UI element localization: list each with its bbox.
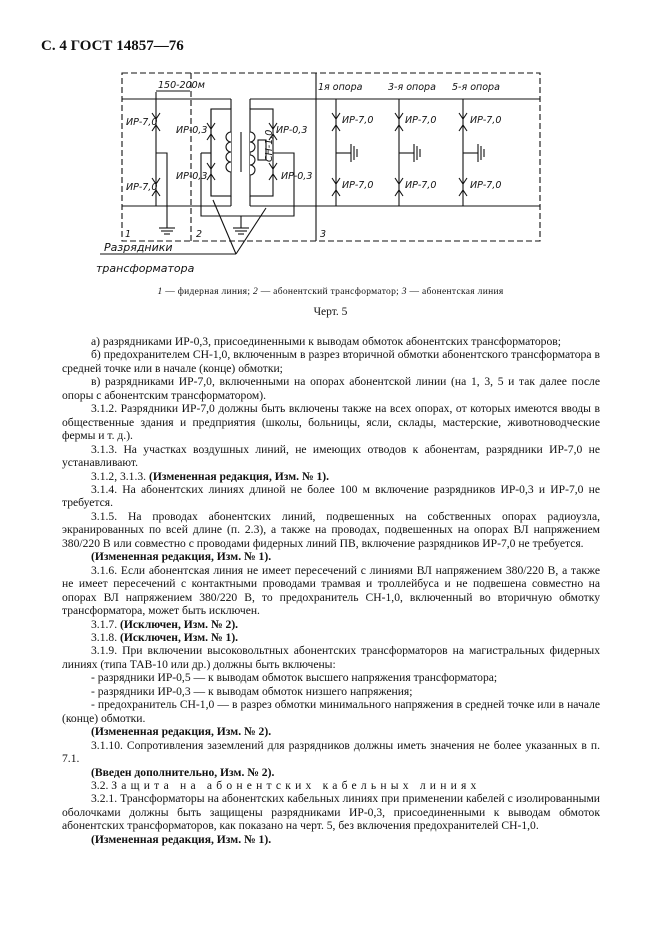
pole-label-1: 1я опора [318, 82, 363, 93]
arrester-label: ИР-0,3 [176, 125, 208, 136]
paragraph: 3.1.5. На проводах абонентских линий, подвешенных на собственных опорах радиоузла, экранированных по всей длине (п. 2.3), а также на проводах, подвешенных на опорах ВЛ напряжением 380/220 В или совместно с проводами фидерных линий ПВ, включение разрядников ИР-7,0 не требуется. [62, 509, 600, 550]
callout-label: трансформатора [96, 262, 195, 275]
section-heading: 3.2. Защита на абонентских кабельных линиях [91, 778, 481, 792]
amendment-note: (Введен дополнительно, Изм. № 2). [91, 765, 275, 779]
pole-label-3: 3-я опора [388, 82, 436, 93]
arrester-label: ИР-7,0 [470, 115, 502, 126]
arrester-label: ИР-0,3 [176, 171, 208, 182]
list-item: - предохранитель СН-1,0 — в разрез обмотки минимального напряжения в средней точке или в начале (конце) обмотки. [62, 698, 600, 725]
amendment-note: (Измененная редакция, Изм. № 1). [91, 550, 272, 564]
document-body [62, 335, 600, 846]
paragraph: 3.1.9. При включении высоковольтных абонентских трансформаторов на магистральных фидерных линиях (типа ТАВ-10 или др.) должны быть включены: [62, 644, 600, 671]
paragraph: б) предохранителем СН-1,0, включенным в разрез вторичной обмотки абонентского трансформатора в средней точке или в начале (конце) обмотки; [62, 348, 600, 375]
page-header: С. 4 ГОСТ 14857—76 [41, 38, 184, 54]
arrester-label: ИР-7,0 [342, 180, 374, 191]
callout-label: Разрядники [104, 241, 173, 254]
arrester-label: ИР-7,0 [405, 115, 437, 126]
amendment-note: (Измененная редакция, Изм. № 1). [91, 832, 272, 846]
arrester-label: ИР-7,0 [405, 180, 437, 191]
arrester-label: ИР-0,3 [276, 125, 308, 136]
zone-number: 1 [125, 229, 132, 240]
paragraph: 3.1.6. Если абонентская линия не имеет пересечений с линиями ВЛ напряжением 380/220 В, а также не имеет пересечений с контактными проводами трамвая и троллейбуса и не подвешена совместно на опорах ВЛ напряжением 380/220 В, то предохранитель СН-1,0, включенный во вторичную обмотку трансформатора, может быть исключен. [62, 563, 600, 618]
fuse-label: СН-1,0 [264, 129, 275, 162]
arrester-label: ИР-0,3 [281, 171, 313, 182]
arrester-label: ИР-7,0 [126, 117, 158, 128]
amendment-note: (Измененная редакция, Изм. № 2). [91, 725, 272, 739]
amendment-note: 3.1.8. (Исключен, Изм. № 1). [91, 630, 239, 644]
list-item: - разрядники ИР-0,3 — к выводам обмоток низшего напряжения; [91, 684, 413, 698]
arrester-label: ИР-7,0 [342, 115, 374, 126]
arrester-label: ИР-7,0 [126, 182, 158, 193]
paragraph: 3.1.4. На абонентских линиях длиной не более 100 м включение разрядников ИР-0,3 и ИР-7,0 не требуется. [62, 482, 600, 510]
list-item: - разрядники ИР-0,5 — к выводам обмоток высшего напряжения трансформатора; [91, 671, 498, 685]
figure-label: Черт. 5 [313, 306, 348, 318]
paragraph: 3.1.10. Сопротивления заземлений для разрядников должны иметь значения не более указанных в п. 7.1. [62, 738, 600, 766]
zone-number: 2 [196, 229, 203, 240]
pole-label-5: 5-я опора [452, 82, 500, 93]
zone-box [122, 73, 540, 241]
paragraph: 3.2.1. Трансформаторы на абонентских кабельных линиях при применении кабелей с изолированными оболочками должны быть защищены разрядниками ИР-0,3, присоединенными к выводам обмоток абонентских трансформаторов, как показано на черт. 5, без включения предохранителей СН-1,0. [62, 792, 600, 833]
figure-caption: 1 — фидерная линия; 2 — абонентский трансформатор; 3 — абонентская линия [157, 287, 504, 297]
amendment-note: 3.1.7. (Исключен, Изм. № 2). [91, 617, 239, 631]
paragraph: 3.1.3. На участках воздушных линий, не имеющих отводов к абонентам, разрядники ИР-7,0 не устанавливают. [62, 442, 600, 470]
paragraph: а) разрядниками ИР-0,3, присоединенными к выводам обмоток абонентских трансформаторов; [91, 335, 561, 348]
arrester-label: ИР-7,0 [470, 180, 502, 191]
paragraph: 3.1.2. Разрядники ИР-7,0 должны быть включены также на всех опорах, от которых имеются вводы в общественные здания и предприятия (школы, больницы, ясли, склады, мастерские, животноводческие фермы и т. д.). [62, 402, 600, 443]
zone-number: 3 [320, 229, 327, 240]
amendment-note: 3.1.2, 3.1.3. (Измененная редакция, Изм. № 1). [91, 469, 330, 483]
paragraph: в) разрядниками ИР-7,0, включенными на опорах абонентской линии (на 1, 3, 5 и так далее после опоры с абонентским трансформатором). [62, 375, 600, 402]
distance-label: 150-200м [158, 80, 205, 91]
circuit-diagram [0, 0, 661, 280]
